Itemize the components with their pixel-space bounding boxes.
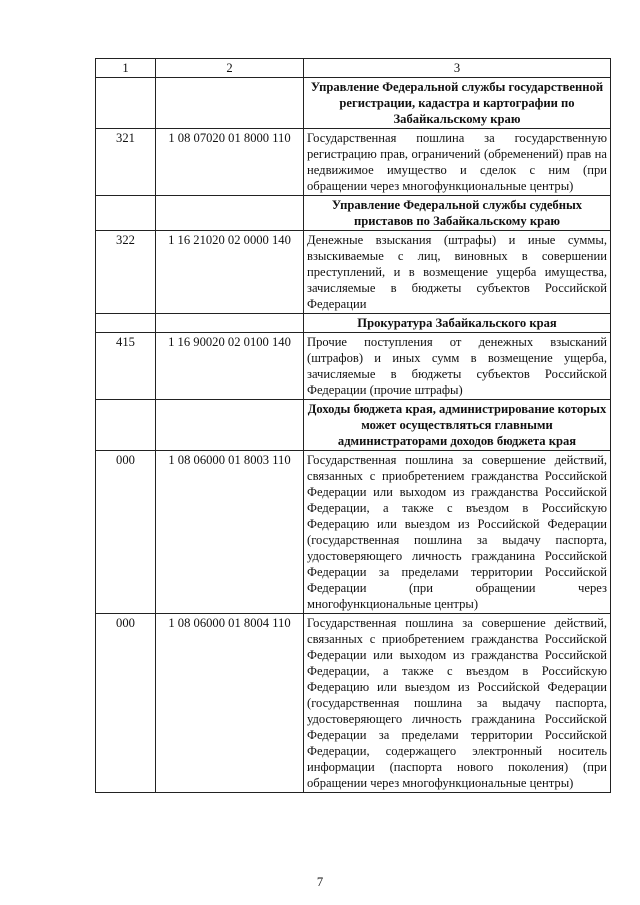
revenue-codes-table [95, 58, 611, 793]
description-cell: Государственная пошлина за совершение действий, связанных с приобретением гражданства Российской Федерации или выходом из гражданства Российской Федерации, а также с въездом в Российскую Федерацию или выездом из Российской Федерации (государственная пошлина за выдачу паспорта, удостоверяющего личность гражданина Российской Федерации за пределами территории Российской Федерации (при обращении через многофункциональные центры) [304, 451, 611, 614]
revenue-code-cell: 1 16 21020 02 0000 140 [156, 231, 304, 314]
table-body [96, 59, 611, 793]
table-row [96, 129, 611, 196]
revenue-code-cell: 1 08 06000 01 8003 110 [156, 451, 304, 614]
admin-code-cell: 000 [96, 614, 156, 793]
table-row [96, 614, 611, 793]
admin-code-cell: 322 [96, 231, 156, 314]
column-number-2: 2 [156, 59, 304, 78]
header-row [96, 59, 611, 78]
admin-code-cell: 000 [96, 451, 156, 614]
column-number-3: 3 [304, 59, 611, 78]
table-row [96, 231, 611, 314]
description-cell: Прочие поступления от денежных взысканий (штрафов) и иных сумм в возмещение ущерба, зачисляемые в бюджеты субъектов Российской Федерации (прочие штрафы) [304, 333, 611, 400]
empty-cell [156, 196, 304, 231]
section-row [96, 400, 611, 451]
empty-cell [96, 314, 156, 333]
section-heading: Управление Федеральной службы государственной регистрации, кадастра и картографии по Забайкальскому краю [304, 78, 611, 129]
column-number-1: 1 [96, 59, 156, 78]
section-heading: Прокуратура Забайкальского края [304, 314, 611, 333]
table-row [96, 333, 611, 400]
admin-code-cell: 321 [96, 129, 156, 196]
section-row [96, 78, 611, 129]
section-row [96, 314, 611, 333]
empty-cell [156, 314, 304, 333]
table-row [96, 451, 611, 614]
page-number: 7 [316, 875, 324, 889]
empty-cell [96, 78, 156, 129]
empty-cell [96, 400, 156, 451]
admin-code-cell: 415 [96, 333, 156, 400]
revenue-code-cell: 1 08 07020 01 8000 110 [156, 129, 304, 196]
empty-cell [96, 196, 156, 231]
section-heading: Управление Федеральной службы судебных приставов по Забайкальскому краю [304, 196, 611, 231]
description-cell: Государственная пошлина за совершение действий, связанных с приобретением гражданства Российской Федерации или выходом из гражданства Российской Федерации, а также с въездом в Российскую Федерацию или выездом из Российской Федерации (государственная пошлина за выдачу паспорта, удостоверяющего личность гражданина Российской Федерации за пределами территории Российской Федерации, содержащего электронный носитель информации (паспорта нового поколения) (при обращении через многофункциональные центры) [304, 614, 611, 793]
revenue-code-cell: 1 16 90020 02 0100 140 [156, 333, 304, 400]
revenue-code-cell: 1 08 06000 01 8004 110 [156, 614, 304, 793]
empty-cell [156, 400, 304, 451]
section-heading: Доходы бюджета края, администрирование которых может осуществляться главными администраторами доходов бюджета края [304, 400, 611, 451]
description-cell: Государственная пошлина за государственную регистрацию прав, ограничений (обременений) прав на недвижимое имущество и сделок с ним (при обращении через многофункциональные центры) [304, 129, 611, 196]
empty-cell [156, 78, 304, 129]
section-row [96, 196, 611, 231]
description-cell: Денежные взыскания (штрафы) и иные суммы, взыскиваемые с лиц, виновных в совершении преступлений, и в возмещение ущерба имущества, зачисляемые в бюджеты субъектов Российской Федерации [304, 231, 611, 314]
